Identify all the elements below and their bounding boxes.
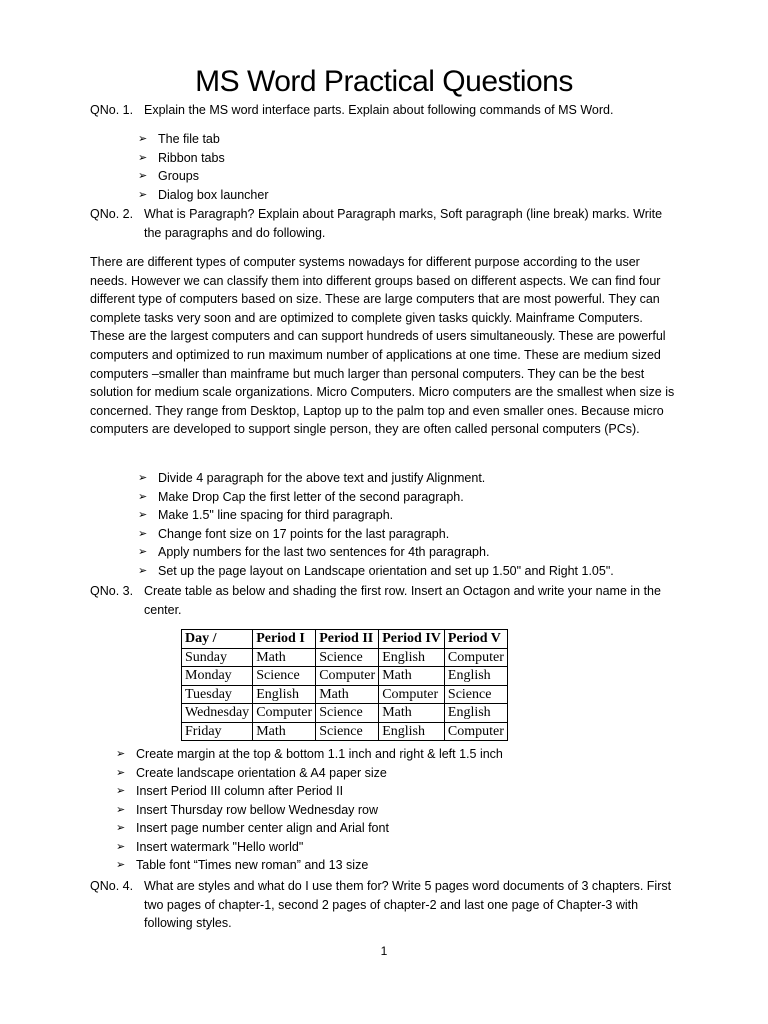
question-3-number: QNo. 3.: [90, 584, 134, 598]
table-cell: Monday: [182, 667, 253, 686]
table-cell: Science: [253, 667, 316, 686]
table-cell: Computer: [379, 685, 445, 704]
list-item: ➢ Table font “Times new roman” and 13 size: [136, 856, 503, 875]
list-item: ➢ Insert Period III column after Period II: [136, 782, 503, 801]
sample-paragraph: There are different types of computer systems nowadays for different purpose according to the user needs. However we can classify them into different groups based on different aspects. We can find four different type of computers based on size. These are large computers that are most powerful. They can complete tasks very soon and are optimized to complete given tasks quickly. Mainframe Computers. These are the largest computers and can support hundreds of users simultaneously. These are powerful computers and optimized to run maximum number of applications at one time. These are medium sized computers –smaller than mainframe but much larger than personal computers. They can be the best solution for medium scale organizations. Micro Computers. Micro computers are the smallest when size is concerned. They range from Desktop, Laptop up to the palm top and even smaller ones. Because micro computers are developed to support single person, they are often called personal computers (PCs).: [90, 255, 675, 437]
arrowhead-bullet-icon: ➢: [116, 822, 126, 834]
table-cell: Science: [316, 704, 379, 723]
list-item: ➢ Dialog box launcher: [158, 186, 269, 205]
question-2-text: What is Paragraph? Explain about Paragraph marks, Soft paragraph (line break) marks. Write the paragraphs and do following.: [144, 207, 663, 240]
arrowhead-bullet-icon: ➢: [138, 170, 148, 182]
column-header: Period II: [316, 630, 379, 649]
arrowhead-bullet-icon: ➢: [116, 803, 126, 816]
table-cell: Science: [316, 722, 379, 741]
list-item: ➢ Make 1.5" line spacing for third paragraph.: [158, 506, 614, 525]
table-cell: Math: [253, 648, 316, 667]
list-item: ➢ Apply numbers for the last two sentences for 4th paragraph.: [158, 543, 614, 562]
arrowhead-bullet-icon: ➢: [138, 188, 148, 201]
arrowhead-bullet-icon: ➢: [138, 509, 148, 521]
list-item: ➢ Insert Thursday row bellow Wednesday row: [136, 801, 503, 820]
question-4-number: QNo. 4.: [90, 879, 134, 893]
table-cell: English: [379, 722, 445, 741]
table-row: [182, 648, 508, 667]
table-cell: Science: [444, 685, 507, 704]
arrowhead-bullet-icon: ➢: [138, 546, 148, 558]
timetable: [181, 629, 508, 741]
table-cell: English: [444, 667, 507, 686]
page-title: MS Word Practical Questions: [195, 65, 573, 98]
table-cell: Computer: [444, 648, 507, 667]
question-1: [90, 101, 680, 120]
list-item: ➢ Create landscape orientation & A4 paper size: [136, 764, 503, 783]
list-item: ➢ Make Drop Cap the first letter of the second paragraph.: [158, 488, 614, 507]
list-item: ➢ Insert page number center align and Arial font: [136, 819, 503, 838]
table-cell: English: [379, 648, 445, 667]
list-item: ➢ Divide 4 paragraph for the above text and justify Alignment.: [158, 469, 614, 488]
arrowhead-bullet-icon: ➢: [138, 472, 148, 484]
table-cell: Science: [316, 648, 379, 667]
column-header: Period I: [253, 630, 316, 649]
question-1-list: [138, 130, 269, 204]
arrowhead-bullet-icon: ➢: [138, 564, 148, 577]
table-header-row: [182, 630, 508, 649]
question-1-text: Explain the MS word interface parts. Explain about following commands of MS Word.: [144, 103, 614, 117]
question-2-list: [138, 469, 614, 580]
arrowhead-bullet-icon: ➢: [116, 859, 126, 871]
column-header: Day /: [182, 630, 253, 649]
list-item: ➢ Create margin at the top & bottom 1.1 inch and right & left 1.5 inch: [136, 745, 503, 764]
question-4: [90, 877, 680, 933]
arrowhead-bullet-icon: ➢: [138, 490, 148, 503]
table-cell: Sunday: [182, 648, 253, 667]
table-row: [182, 722, 508, 741]
list-item: ➢ Set up the page layout on Landscape orientation and set up 1.50" and Right 1.05".: [158, 562, 614, 581]
list-item: ➢ Insert watermark "Hello world": [136, 838, 503, 857]
list-item: ➢ The file tab: [158, 130, 269, 149]
column-header: Period V: [444, 630, 507, 649]
question-2-number: QNo. 2.: [90, 207, 134, 221]
table-cell: Computer: [253, 704, 316, 723]
question-3-list: [116, 745, 503, 875]
arrowhead-bullet-icon: ➢: [138, 151, 148, 164]
arrowhead-bullet-icon: ➢: [116, 748, 126, 760]
table-cell: Computer: [444, 722, 507, 741]
arrowhead-bullet-icon: ➢: [138, 527, 148, 540]
question-1-number: QNo. 1.: [90, 103, 134, 117]
table-cell: English: [444, 704, 507, 723]
arrowhead-bullet-icon: ➢: [116, 766, 126, 779]
table-row: [182, 667, 508, 686]
question-3: [90, 582, 680, 619]
question-4-text: What are styles and what do I use them for? Write 5 pages word documents of 3 chapters. First two pages of chapter-1, second 2 pages of chapter-2 and last one page of Chapter-3 with following styles.: [144, 879, 672, 930]
table-cell: Math: [379, 667, 445, 686]
table-cell: English: [253, 685, 316, 704]
table-cell: Friday: [182, 722, 253, 741]
table-cell: Math: [253, 722, 316, 741]
list-item: ➢ Change font size on 17 points for the last paragraph.: [158, 525, 614, 544]
page-number: 1: [380, 944, 388, 958]
table-cell: Computer: [316, 667, 379, 686]
arrowhead-bullet-icon: ➢: [116, 840, 126, 853]
table-cell: Math: [379, 704, 445, 723]
table-row: [182, 704, 508, 723]
arrowhead-bullet-icon: ➢: [138, 133, 148, 145]
table-cell: Tuesday: [182, 685, 253, 704]
table-cell: Math: [316, 685, 379, 704]
column-header: Period IV: [379, 630, 445, 649]
table-cell: Wednesday: [182, 704, 253, 723]
arrowhead-bullet-icon: ➢: [116, 785, 126, 797]
question-2: [90, 205, 680, 242]
question-3-text: Create table as below and shading the first row. Insert an Octagon and write your name in the center.: [144, 584, 661, 617]
table-row: [182, 685, 508, 704]
list-item: ➢ Ribbon tabs: [158, 149, 269, 168]
list-item: ➢ Groups: [158, 167, 269, 186]
